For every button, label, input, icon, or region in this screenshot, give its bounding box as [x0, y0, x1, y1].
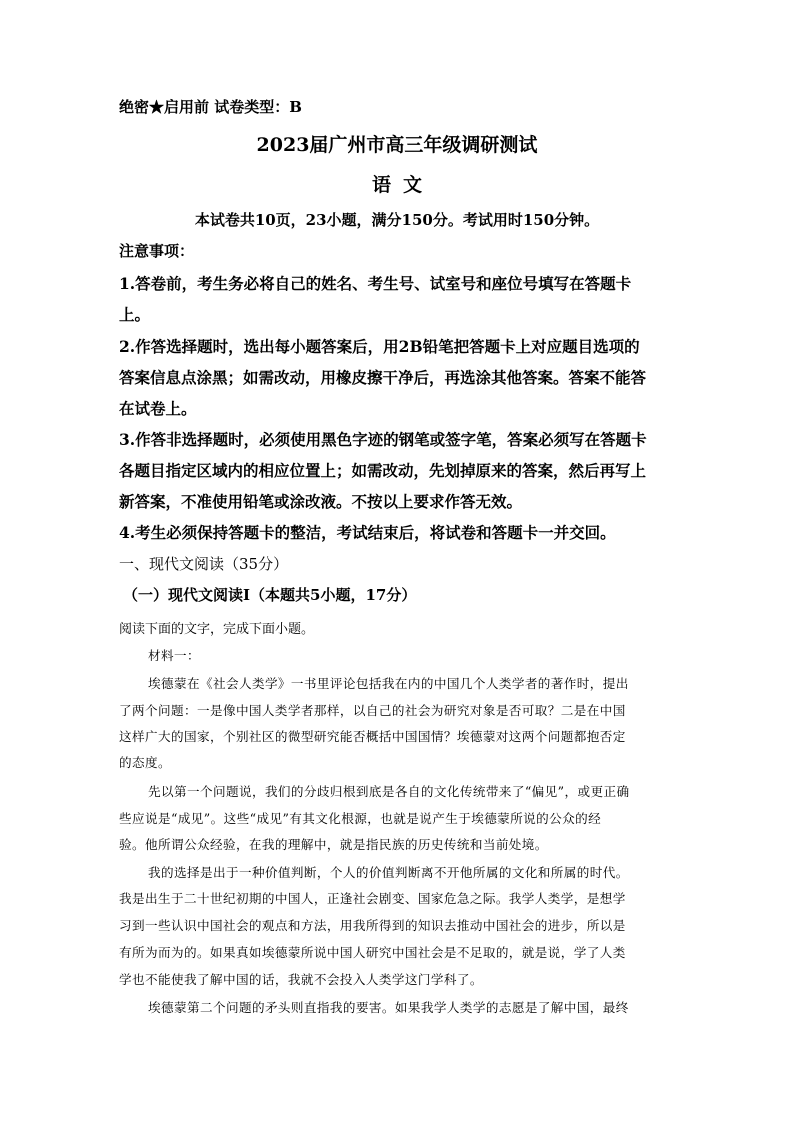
reading-instruction: 阅读下面的文字，完成下面小题。	[119, 622, 315, 637]
material-line: 验。他所谓公众经验，在我的理解中，就是指民族的历史传统和当前处境。	[119, 837, 548, 852]
subsection-title: （一）现代文阅读Ⅰ（本题共5小题，17分）	[123, 586, 417, 604]
notice-line: 1.答卷前，考生务必将自己的姓名、考生号、试室号和座位号填写在答题卡	[119, 274, 632, 293]
material-label: 材料一：	[148, 648, 200, 663]
material-line: 埃德蒙在《社会人类学》一书里评论包括我在内的中国几个人类学者的著作时，提出	[148, 676, 629, 691]
material-line: 我的选择是出于一种价值判断，个人的价值判断离不开他所属的文化和所属的时代。	[148, 865, 629, 880]
notice-line: 3.作答非选择题时，必须使用黑色字迹的钢笔或签字笔，答案必须写在答题卡	[119, 430, 647, 449]
material-line: 我是出生于二十世纪初期的中国人，正逢社会剧变、国家危急之际。我学人类学，是想学	[119, 891, 626, 906]
material-line: 这样广大的国家，个别社区的微型研究能否概括中国国情？埃德蒙对这两个问题都抱否定	[119, 729, 626, 744]
material-line: 学也不能使我了解中国的话，我就不会投入人类学这门学科了。	[119, 972, 483, 987]
classification-label: 绝密★启用前 试卷类型：B	[119, 98, 302, 116]
material-line: 习到一些认识中国社会的观点和方法，用我所得到的知识去推动中国社会的进步，所以是	[119, 918, 626, 933]
notice-line: 答案信息点涂黑；如需改动，用橡皮擦干净后，再选涂其他答案。答案不能答	[119, 368, 647, 387]
subject-title: 语文	[371, 174, 434, 196]
notice-line: 4.考生必须保持答题卡的整洁，考试结束后，将试卷和答题卡一并交回。	[119, 523, 616, 542]
notice-line: 新答案，不准使用铅笔或涂改液。不按以上要求作答无效。	[119, 492, 523, 511]
notice-line: 在试卷上。	[119, 399, 197, 418]
material-line: 的态度。	[119, 755, 171, 770]
exam-title: 2023届广州市高三年级调研测试	[256, 134, 538, 156]
material-line: 有所为而为的。如果真如埃德蒙所说中国人研究中国社会是不足取的，就是说，学了人类	[119, 945, 626, 960]
material-line: 些应说是“成见”。这些“成见”有其文化根源，也就是说产生于埃德蒙所说的公众的经	[119, 811, 602, 826]
material-line: 先以第一个问题说，我们的分歧归根到底是各自的文化传统带来了“偏见”，或更正确	[148, 784, 630, 799]
exam-intro: 本试卷共10页，23小题，满分150分。考试用时150分钟。	[194, 211, 600, 229]
notice-line: 上。	[119, 305, 151, 324]
section-title: 一、现代文阅读（35分）	[119, 555, 289, 573]
notice-heading: 注意事项：	[119, 242, 195, 260]
notice-line: 各题目指定区域内的相应位置上；如需改动，先划掉原来的答案，然后再写上	[119, 461, 647, 480]
material-line: 埃德蒙第二个问题的矛头则直指我的要害。如果我学人类学的志愿是了解中国，最终	[148, 1000, 629, 1015]
material-line: 了两个问题：一是像中国人类学者那样，以自己的社会为研究对象是否可取？二是在中国	[119, 703, 626, 718]
notice-line: 2.作答选择题时，选出每小题答案后，用2B铅笔把答题卡上对应题目选项的	[119, 337, 640, 356]
